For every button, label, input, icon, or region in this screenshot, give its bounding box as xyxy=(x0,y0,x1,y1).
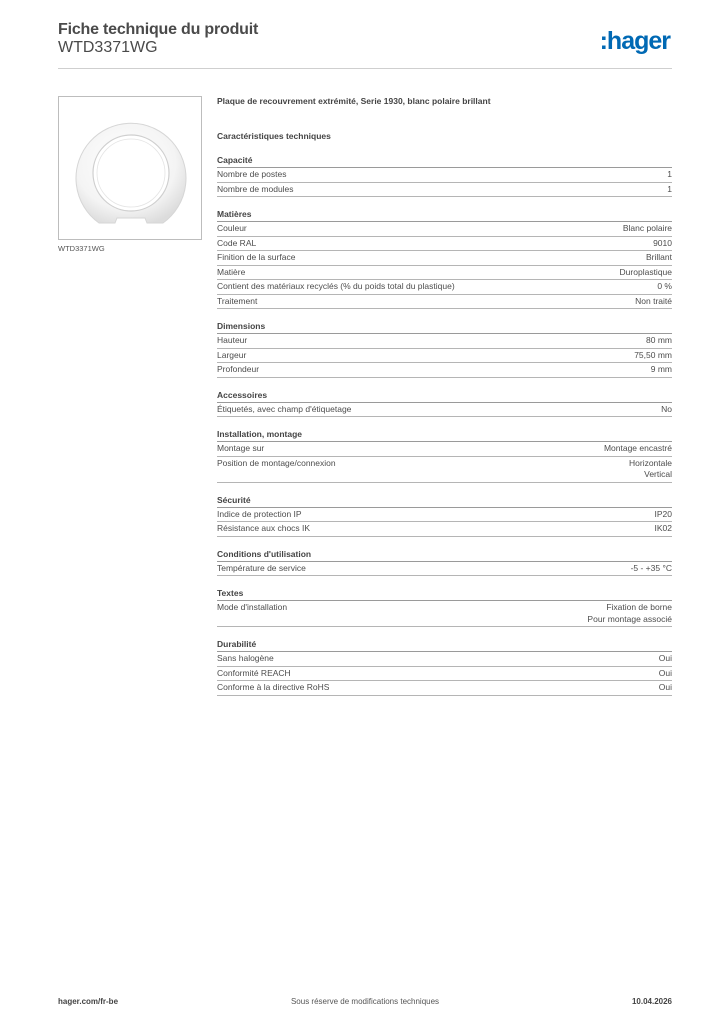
spec-value-line: IK02 xyxy=(654,523,672,533)
spec-label: Nombre de modules xyxy=(217,183,294,194)
section-title: Matières xyxy=(217,208,672,222)
header-divider xyxy=(58,68,672,69)
spec-value-line: Oui xyxy=(658,653,672,663)
spec-value-line: 1 xyxy=(667,169,672,179)
section-title: Conditions d'utilisation xyxy=(217,548,672,562)
spec-value-line: No xyxy=(661,403,672,414)
spec-value-line: Vertical xyxy=(644,469,672,479)
spec-content xyxy=(217,94,672,696)
spec-value xyxy=(661,404,672,416)
spec-label: Nombre de postes xyxy=(217,169,287,179)
spec-value xyxy=(604,443,672,455)
section-title: Textes xyxy=(217,587,672,601)
spec-value xyxy=(651,364,672,376)
spec-row xyxy=(217,183,672,198)
section-title: Sécurité xyxy=(217,494,672,508)
spec-row xyxy=(217,403,672,418)
hager-logo xyxy=(582,25,672,57)
spec-label: Finition de la surface xyxy=(217,252,296,262)
spec-value xyxy=(631,563,672,575)
spec-value xyxy=(667,169,672,181)
spec-value-line: Duroplastique xyxy=(619,266,672,277)
spec-label: Contient des matériaux recyclés (% du poids total du plastique) xyxy=(217,281,455,291)
section-title: Installation, montage xyxy=(217,428,672,442)
spec-value xyxy=(646,335,672,347)
spec-row xyxy=(217,266,672,281)
spec-row xyxy=(217,168,672,183)
spec-row xyxy=(217,457,672,483)
section-title: Accessoires xyxy=(217,389,672,403)
spec-value xyxy=(634,350,672,362)
spec-label: Code RAL xyxy=(217,237,257,248)
spec-row xyxy=(217,363,672,378)
spec-value-line: Brillant xyxy=(646,252,672,262)
spec-section xyxy=(217,587,672,627)
spec-label: Étiquetés, avec champ d'étiquetage xyxy=(217,403,352,414)
spec-section xyxy=(217,320,672,378)
spec-value-line: Montage encastré xyxy=(603,443,672,453)
spec-section xyxy=(217,494,672,537)
spec-label: Traitement xyxy=(217,295,258,306)
spec-value xyxy=(653,238,672,250)
spec-label: Sans halogène xyxy=(217,653,274,663)
spec-value-line: 9010 xyxy=(653,237,672,248)
spec-row xyxy=(217,681,672,696)
product-reference: WTD3371WG xyxy=(58,39,158,56)
spec-label: Position de montage/connexion xyxy=(217,457,336,468)
spec-sections xyxy=(217,154,672,696)
spec-label: Mode d'installation xyxy=(217,602,288,612)
spec-row xyxy=(217,349,672,364)
spec-value-line: 75,50 mm xyxy=(634,349,672,360)
spec-row xyxy=(217,251,672,266)
logo-text: :hager xyxy=(599,27,670,55)
spec-label: Conformité REACH xyxy=(217,667,291,678)
spec-value-line: Oui xyxy=(658,667,672,678)
spec-label: Largeur xyxy=(217,349,247,360)
spec-value xyxy=(620,267,672,279)
spec-row xyxy=(217,237,672,252)
spec-row xyxy=(217,222,672,237)
spec-value-line: Non traité xyxy=(635,295,672,306)
spec-value xyxy=(646,252,672,264)
spec-section xyxy=(217,208,672,309)
spec-row xyxy=(217,295,672,310)
spec-label: Couleur xyxy=(217,223,247,233)
spec-row xyxy=(217,667,672,682)
cover-plate-illustration xyxy=(59,97,201,239)
spec-value-line: Pour montage associé xyxy=(587,613,672,624)
spec-row xyxy=(217,334,672,349)
spec-value-line: IP20 xyxy=(654,508,672,519)
spec-value xyxy=(659,682,672,694)
spec-value-line: Horizontale xyxy=(629,457,672,468)
spec-value xyxy=(635,296,672,308)
footer-date: 10.04.2026 xyxy=(631,997,672,1006)
spec-section xyxy=(217,638,672,696)
footer-website-link[interactable]: hager.com/fr-be xyxy=(58,997,119,1006)
spec-section xyxy=(217,428,672,483)
spec-label: Montage sur xyxy=(217,443,265,453)
spec-value-line: 0 % xyxy=(657,281,672,291)
section-title: Durabilité xyxy=(217,638,672,652)
spec-value-line: Fixation de borne xyxy=(606,602,672,612)
spec-value xyxy=(587,602,672,625)
spec-value xyxy=(629,458,672,481)
spec-row xyxy=(217,508,672,523)
spec-row xyxy=(217,562,672,577)
spec-value-line: 80 mm xyxy=(646,335,672,345)
image-caption: WTD3371WG xyxy=(58,244,105,253)
spec-row xyxy=(217,652,672,667)
page-title: Fiche technique du produit xyxy=(58,21,259,38)
spec-value-line: Blanc polaire xyxy=(622,223,672,233)
spec-row xyxy=(217,601,672,627)
spec-label: Conforme à la directive RoHS xyxy=(217,682,330,692)
spec-label: Résistance aux chocs IK xyxy=(217,523,311,533)
spec-row xyxy=(217,522,672,537)
product-image xyxy=(58,96,202,240)
spec-label: Indice de protection IP xyxy=(217,508,302,519)
footer-disclaimer: Sous réserve de modifications techniques xyxy=(290,997,440,1006)
spec-section xyxy=(217,154,672,197)
spec-section xyxy=(217,389,672,418)
spec-row xyxy=(217,442,672,457)
spec-label: Matière xyxy=(217,266,246,277)
spec-value xyxy=(655,523,673,535)
spec-label: Profondeur xyxy=(217,364,260,374)
spec-section xyxy=(217,548,672,577)
spec-value-line: 9 mm xyxy=(650,364,672,374)
characteristics-title: Caractéristiques techniques xyxy=(217,131,331,141)
spec-value xyxy=(667,184,672,196)
spec-value-line: Oui xyxy=(658,682,672,692)
spec-value-line: 1 xyxy=(667,183,672,194)
spec-value xyxy=(659,668,672,680)
spec-value-line: -5 - +35 °C xyxy=(630,562,672,573)
product-description: Plaque de recouvrement extrémité, Serie 1930, blanc polaire brillant xyxy=(217,96,491,106)
spec-label: Température de service xyxy=(217,562,306,573)
spec-row xyxy=(217,280,672,295)
spec-value xyxy=(655,509,673,521)
spec-value xyxy=(657,281,672,293)
spec-value xyxy=(659,653,672,665)
section-title: Dimensions xyxy=(217,320,672,334)
spec-value xyxy=(623,223,672,235)
spec-label: Hauteur xyxy=(217,335,248,345)
section-title: Capacité xyxy=(217,154,672,168)
